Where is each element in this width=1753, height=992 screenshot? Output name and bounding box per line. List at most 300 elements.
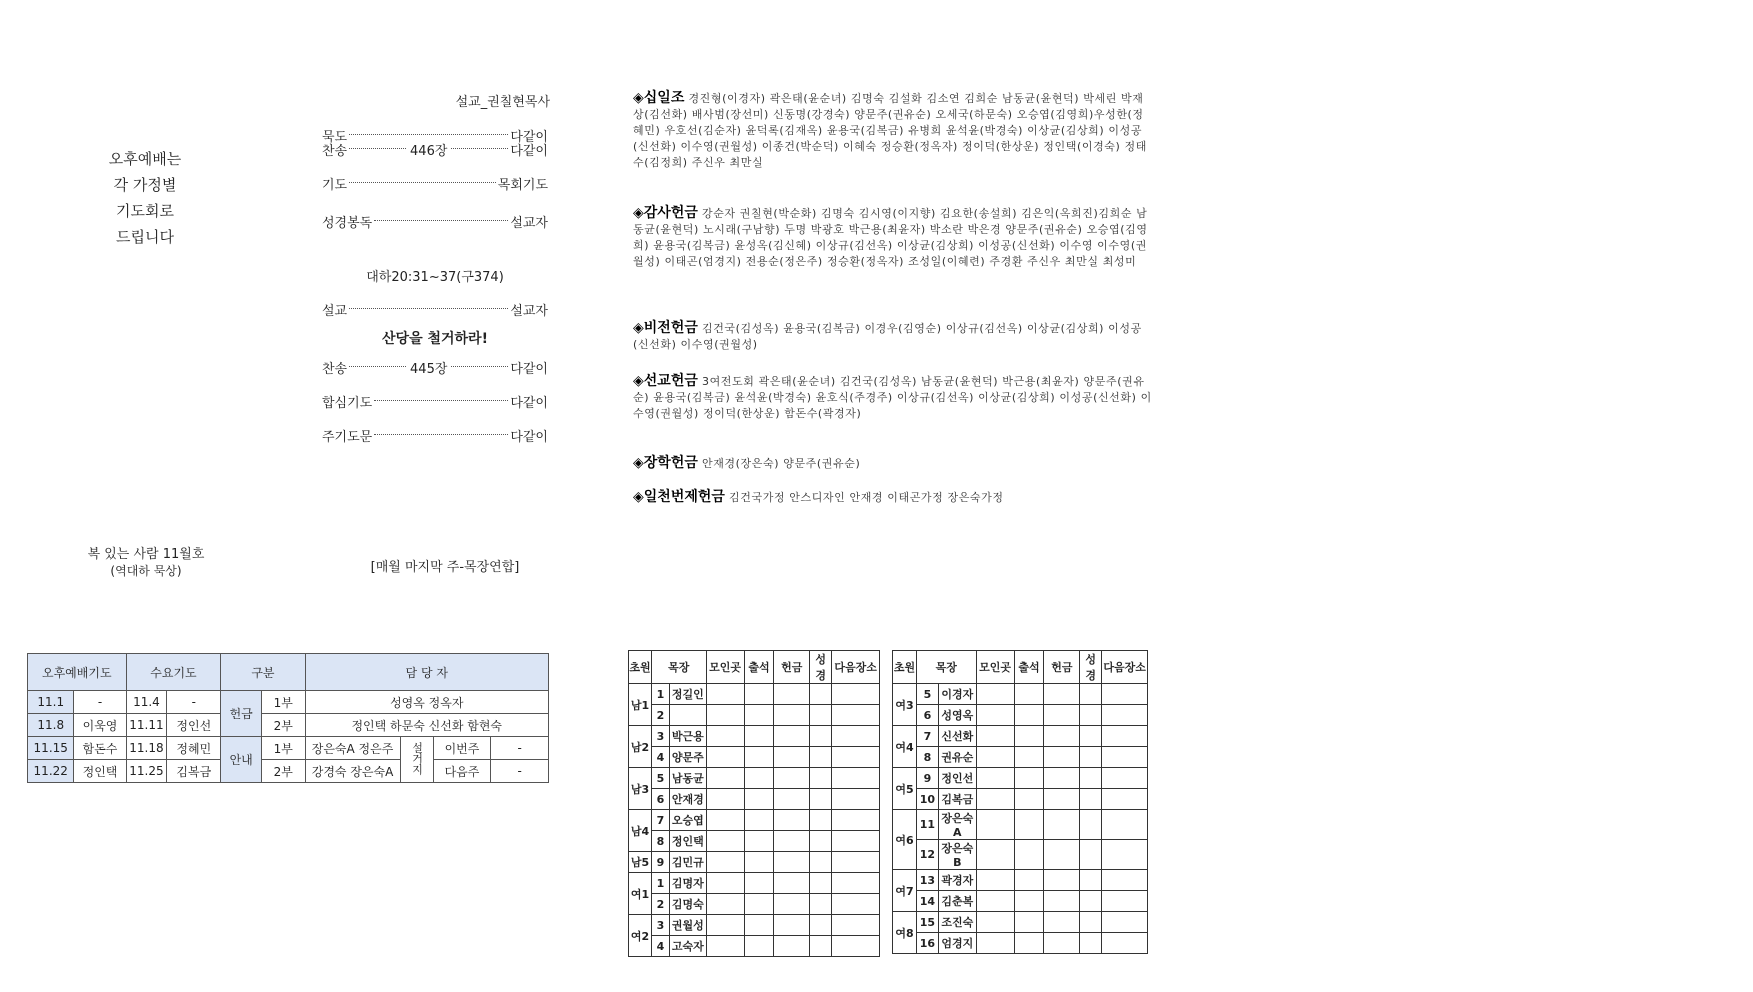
table-row [893,840,1148,870]
blank-entry-cell[interactable] [976,684,1014,705]
blank-entry-cell[interactable] [706,705,744,726]
cell-number: 5 [916,684,938,705]
group-label: 남5 [629,852,652,873]
group-label: 여8 [893,912,917,954]
blank-entry-cell[interactable] [976,840,1014,870]
offering-category: ◈비전헌금 [633,320,698,336]
blank-entry-cell[interactable] [706,936,744,957]
dot-leader [349,365,406,367]
note-line: 각 가정별 [113,176,177,194]
blank-entry-cell[interactable] [1014,870,1044,891]
cell-number: 7 [651,810,669,831]
cell-leader-name: 남동균 [669,768,706,789]
cell-number: 8 [651,831,669,852]
blank-entry-cell[interactable] [976,747,1014,768]
order-item-leader: 다같이 [510,430,548,445]
cell-leader-name: 이경자 [938,684,976,705]
header-evening-prayer: 오후예배기도 [28,654,127,691]
newsletter-title [60,546,232,580]
offering-category: ◈십일조 [633,90,685,106]
attendance-header: 헌금 [774,651,810,684]
offering-part2-names: 정인택 하문숙 신선화 함현숙 [305,714,549,737]
offering-block [633,205,1153,270]
note-line: 드립니다 [116,228,174,246]
blank-entry-cell[interactable] [706,852,744,873]
order-item-label: 기도 [322,178,348,193]
order-item-label: 주기도문 [322,430,373,445]
blank-entry-cell[interactable] [744,768,774,789]
blank-entry-cell[interactable] [1044,768,1080,789]
group-label: 남4 [629,810,652,852]
table-row [629,936,880,957]
blank-entry-cell[interactable] [1102,810,1148,840]
blank-entry-cell[interactable] [832,705,880,726]
blank-entry-cell[interactable] [744,789,774,810]
blank-entry-cell[interactable] [810,789,832,810]
blank-entry-cell[interactable] [744,915,774,936]
offering-names: 안재경(장은숙) 양문주(권유순) [701,457,861,470]
blank-entry-cell[interactable] [976,891,1014,912]
dot-leader [349,181,496,183]
attendance-header: 성경 [810,651,832,684]
blank-entry-cell[interactable] [832,726,880,747]
blank-entry-cell[interactable] [832,936,880,957]
blank-entry-cell[interactable] [1080,768,1102,789]
blank-entry-cell[interactable] [774,747,810,768]
offering-block [633,373,1153,422]
sermon-title: 산당을 철거하라! [382,331,488,347]
blank-entry-cell[interactable] [976,705,1014,726]
offering-names: 경진형(이경자) 곽은태(윤순녀) 김명숙 김설화 김소연 김희순 남동균(윤현덕) 박세린 박재상(김선화) 배사범(장선미) 신동명(강경숙) 양문주(권유순) 오세국(하문숙) 오승엽(김영희)우성한(정혜민) 우호선(김순자) 윤덕록(김재옥) 윤용국(김복금) 유병희 윤석윤(박경숙) 이상균(김상희) 이성공(신선화) 이수영(권월성) 이종건(박순덕) 이혜숙 정승환(정옥자) 정이덕(한상운) 정인택(이경숙) 정태수(김정희) 주신우 최만실 [633,92,1147,169]
hymn-number: 445장 [410,362,448,377]
blank-entry-cell[interactable] [1044,747,1080,768]
blank-entry-cell[interactable] [832,894,880,915]
blank-entry-cell[interactable] [1044,684,1080,705]
offering-names: 강순자 권칠현(박순화) 김명숙 김시영(이지향) 김요한(송설희) 김은익(옥희진)김희순 남동균(윤현덕) 노시래(구남향) 두명 박광호 박근용(최윤자) 박소란 박은경 양문주(권유순) 오승엽(김영희) 윤용국(김복금) 윤성옥(김신혜) 이상규(김선옥) 이상균(김상희) 이성공(신선화) 이수영 이수영(권월성) 이태곤(엄경지) 전용순(정은주) 정승환(정옥자) 조성일(이혜련) 주경환 주신우 최만실 최성미 [633,207,1148,268]
order-item-label: 설교 [322,304,348,319]
service-order-row [322,392,548,411]
blank-entry-cell[interactable] [774,936,810,957]
blank-entry-cell[interactable] [1102,726,1148,747]
date-cell: 11.11 [126,714,167,737]
service-order-row [322,140,548,159]
blank-entry-cell[interactable] [1044,912,1080,933]
blank-entry-cell[interactable] [1044,810,1080,840]
cell-leader-name: 장은숙B [938,840,976,870]
attendance-header: 성경 [1080,651,1102,684]
blank-entry-cell[interactable] [1080,726,1102,747]
table-row [893,810,1148,840]
blank-entry-cell[interactable] [1102,891,1148,912]
hymn-number: 446장 [410,144,448,159]
blank-entry-cell[interactable] [774,873,810,894]
blank-entry-cell[interactable] [706,789,744,810]
cell-number: 14 [916,891,938,912]
cell-leader-name: 엄경지 [938,933,976,954]
blank-entry-cell[interactable] [1080,810,1102,840]
cell-leader-name: 양문주 [669,747,706,768]
blank-entry-cell[interactable] [832,852,880,873]
blank-entry-cell[interactable] [976,912,1014,933]
blank-entry-cell[interactable] [832,873,880,894]
blank-entry-cell[interactable] [706,894,744,915]
date-cell: 11.8 [28,714,74,737]
blank-entry-cell[interactable] [706,726,744,747]
date-cell: 11.22 [28,760,74,783]
blank-entry-cell[interactable] [832,684,880,705]
blank-entry-cell[interactable] [1044,726,1080,747]
blank-entry-cell[interactable] [810,873,832,894]
blank-entry-cell[interactable] [1080,840,1102,870]
blank-entry-cell[interactable] [774,831,810,852]
cell-number: 9 [651,852,669,873]
blank-entry-cell[interactable] [706,831,744,852]
blank-entry-cell[interactable] [706,747,744,768]
service-order-row [322,426,548,445]
blank-entry-cell[interactable] [810,768,832,789]
cell-leader-name: 권유순 [938,747,976,768]
cell-leader-name: 김명숙 [669,894,706,915]
attendance-header: 모인곳 [706,651,744,684]
order-item-label: 묵도 [322,130,348,145]
newsletter-name: 복 있는 사람 11월호 [87,547,205,562]
blank-entry-cell[interactable] [1102,933,1148,954]
group-label: 남1 [629,684,652,726]
cell-leader-name: 김민규 [669,852,706,873]
table-row [629,831,880,852]
group-label: 여6 [893,810,917,870]
blank-entry-cell[interactable] [1014,705,1044,726]
blank-entry-cell[interactable] [1014,726,1044,747]
blank-entry-cell[interactable] [1044,870,1080,891]
table-row [893,768,1148,789]
blank-entry-cell[interactable] [774,705,810,726]
blank-entry-cell[interactable] [1102,840,1148,870]
offering-part1-names: 성영옥 정옥자 [305,691,549,714]
blank-entry-cell[interactable] [832,810,880,831]
part-label: 1부 [261,737,305,760]
cell-number: 15 [916,912,938,933]
header-category: 구분 [221,654,305,691]
name-cell: 정인택 [74,760,126,783]
blank-entry-cell[interactable] [706,768,744,789]
offering-block [633,320,1153,353]
cell-number: 1 [651,684,669,705]
dot-leader [374,433,508,435]
table-row [629,705,880,726]
blank-entry-cell[interactable] [1044,891,1080,912]
blank-entry-cell[interactable] [810,726,832,747]
attendance-table-right [892,650,1148,954]
attendance-header: 출석 [1014,651,1044,684]
table-row [893,870,1148,891]
attendance-header: 초원 [893,651,917,684]
cell-leader-name: 오승엽 [669,810,706,831]
cell-leader-name: 고숙자 [669,936,706,957]
table-row [629,747,880,768]
table-row [629,873,880,894]
cell-number: 4 [651,936,669,957]
service-order-row [322,358,548,377]
blank-entry-cell[interactable] [1014,933,1044,954]
blank-entry-cell[interactable] [1044,705,1080,726]
table-row [28,760,549,783]
cell-leader-name: 권월성 [669,915,706,936]
table-row [28,737,549,760]
header-person-in-charge: 담 당 자 [305,654,549,691]
cell-number: 9 [916,768,938,789]
blank-entry-cell[interactable] [810,831,832,852]
blank-entry-cell[interactable] [832,747,880,768]
table-row [629,852,880,873]
guide-label: 안내 [221,737,262,783]
cell-leader-name: 박근용 [669,726,706,747]
name-cell: 정혜민 [167,737,221,760]
cell-leader-name: 신선화 [938,726,976,747]
blank-entry-cell[interactable] [976,768,1014,789]
cell-number: 1 [651,873,669,894]
blank-entry-cell[interactable] [706,684,744,705]
attendance-header: 다음장소 [1102,651,1148,684]
cell-number: 2 [651,705,669,726]
cell-leader-name: 조진숙 [938,912,976,933]
table-row [629,684,880,705]
blank-entry-cell[interactable] [744,936,774,957]
table-row [893,747,1148,768]
blank-entry-cell[interactable] [976,933,1014,954]
group-label: 여1 [629,873,652,915]
blank-entry-cell[interactable] [1080,705,1102,726]
blank-entry-cell[interactable] [1080,870,1102,891]
table-row [629,810,880,831]
order-item-label: 성경봉독 [322,216,373,231]
cell-number: 6 [916,705,938,726]
note-line: 오후예배는 [108,150,182,168]
blank-entry-cell[interactable] [744,726,774,747]
order-item-leader: 다같이 [510,144,548,159]
blank-entry-cell[interactable] [810,810,832,831]
offering-names: 3여전도회 곽은태(윤순녀) 김건국(김성옥) 남동균(윤현덕) 박근용(최윤자) 양문주(권유순) 윤용국(김복금) 윤석윤(박경숙) 윤호식(주경주) 이상규(김선옥) 이상균(김상희) 이성공(신선화) 이수영(권월성) 정이덕(한상운) 함돈수(곽경자) [633,375,1152,420]
blank-entry-cell[interactable] [774,894,810,915]
attendance-header: 다음장소 [832,651,880,684]
blank-entry-cell[interactable] [1014,912,1044,933]
guide-part2-names: 강경숙 장은숙A [305,760,400,783]
name-cell: 이욱영 [74,714,126,737]
blank-entry-cell[interactable] [1044,789,1080,810]
blank-entry-cell[interactable] [810,684,832,705]
blank-entry-cell[interactable] [1044,933,1080,954]
blank-entry-cell[interactable] [744,852,774,873]
blank-entry-cell[interactable] [976,726,1014,747]
blank-entry-cell[interactable] [774,852,810,873]
offering-category: ◈선교헌금 [633,373,698,389]
cell-number: 16 [916,933,938,954]
cell-number: 13 [916,870,938,891]
cell-number: 10 [916,789,938,810]
blank-entry-cell[interactable] [1080,933,1102,954]
table-row [629,894,880,915]
blank-entry-cell[interactable] [744,894,774,915]
blank-entry-cell[interactable] [1102,684,1148,705]
offering-block [633,90,1153,171]
blank-entry-cell[interactable] [706,873,744,894]
cell-leader-name: 정길인 [669,684,706,705]
blank-entry-cell[interactable] [744,810,774,831]
blank-entry-cell[interactable] [1014,768,1044,789]
blank-entry-cell[interactable] [810,747,832,768]
blank-entry-cell[interactable] [1102,747,1148,768]
blank-entry-cell[interactable] [744,747,774,768]
blank-entry-cell[interactable] [744,831,774,852]
attendance-header: 출석 [744,651,774,684]
guide-part1-names: 장은숙A 정은주 [305,737,400,760]
blank-entry-cell[interactable] [976,789,1014,810]
group-label: 여7 [893,870,917,912]
blank-entry-cell[interactable] [706,810,744,831]
cell-number: 6 [651,789,669,810]
blank-entry-cell[interactable] [706,915,744,936]
blank-entry-cell[interactable] [774,789,810,810]
order-item-label: 찬송 [322,144,348,159]
blank-entry-cell[interactable] [832,915,880,936]
monthly-note: [매월 마지막 주-목장연합] [370,560,520,575]
blank-entry-cell[interactable] [1080,684,1102,705]
blank-entry-cell[interactable] [774,768,810,789]
blank-entry-cell[interactable] [1014,789,1044,810]
header-wednesday-prayer: 수요기도 [126,654,221,691]
cell-number: 8 [916,747,938,768]
offering-block [633,489,1153,506]
cleanup-this-week-value: - [491,737,549,760]
table-row [893,891,1148,912]
dot-leader [349,147,406,149]
table-row [629,915,880,936]
part-label: 2부 [261,760,305,783]
order-item-label: 찬송 [322,362,348,377]
offering-label: 헌금 [221,691,262,737]
blank-entry-cell[interactable] [810,705,832,726]
group-label: 여4 [893,726,917,768]
order-item-leader: 다같이 [510,130,548,145]
cell-number: 11 [916,810,938,840]
name-cell: - [167,691,221,714]
blank-entry-cell[interactable] [774,726,810,747]
blank-entry-cell[interactable] [1080,912,1102,933]
blank-entry-cell[interactable] [976,870,1014,891]
blank-entry-cell[interactable] [810,894,832,915]
cell-leader-name [669,705,706,726]
dot-leader [451,365,508,367]
table-row [28,691,549,714]
cell-number: 5 [651,768,669,789]
blank-entry-cell[interactable] [1080,747,1102,768]
table-row [893,912,1148,933]
table-row [629,768,880,789]
blank-entry-cell[interactable] [774,915,810,936]
blank-entry-cell[interactable] [1080,891,1102,912]
blank-entry-cell[interactable] [1102,789,1148,810]
blank-entry-cell[interactable] [1102,912,1148,933]
newsletter-subtitle: (역대하 묵상) [110,564,182,578]
blank-entry-cell[interactable] [1014,810,1044,840]
blank-entry-cell[interactable] [810,852,832,873]
attendance-header: 초원 [629,651,652,684]
cell-leader-name: 안재경 [669,789,706,810]
cell-leader-name: 김춘복 [938,891,976,912]
offering-category: ◈장학헌금 [633,455,698,471]
service-order-row [322,300,548,319]
blank-entry-cell[interactable] [1014,891,1044,912]
name-cell: 김복금 [167,760,221,783]
group-label: 여2 [629,915,652,957]
service-order-row [322,174,548,193]
dot-leader [349,133,508,135]
blank-entry-cell[interactable] [744,684,774,705]
group-label: 여5 [893,768,917,810]
name-cell: 정인선 [167,714,221,737]
blank-entry-cell[interactable] [1102,768,1148,789]
table-row [893,726,1148,747]
blank-entry-cell[interactable] [1080,789,1102,810]
table-row [893,684,1148,705]
cleanup-this-week: 이번주 [433,737,491,760]
blank-entry-cell[interactable] [774,810,810,831]
blank-entry-cell[interactable] [744,705,774,726]
offering-names: 김건국가정 안스디자인 안재경 이태곤가정 장은숙가정 [729,491,1004,504]
order-item-label: 합심기도 [322,396,373,411]
group-label: 여3 [893,684,917,726]
cell-number: 7 [916,726,938,747]
blank-entry-cell[interactable] [810,915,832,936]
cell-number: 12 [916,840,938,870]
name-cell: 함돈수 [74,737,126,760]
date-cell: 11.25 [126,760,167,783]
blank-entry-cell[interactable] [744,873,774,894]
cell-leader-name: 정인택 [669,831,706,852]
blank-entry-cell[interactable] [1102,870,1148,891]
duty-table [27,653,549,783]
blank-entry-cell[interactable] [1014,747,1044,768]
cleanup-next-week: 다음주 [433,760,491,783]
part-label: 1부 [261,691,305,714]
blank-entry-cell[interactable] [832,789,880,810]
cell-leader-name: 정인선 [938,768,976,789]
blank-entry-cell[interactable] [1102,705,1148,726]
table-row [629,726,880,747]
blank-entry-cell[interactable] [1014,684,1044,705]
blank-entry-cell[interactable] [832,768,880,789]
group-label: 남3 [629,768,652,810]
table-row [28,714,549,737]
offering-category: ◈일천번제헌금 [633,489,725,505]
blank-entry-cell[interactable] [832,831,880,852]
attendance-header: 목장 [916,651,976,684]
cleanup-label-text: 설거지 [410,741,424,775]
scripture-reference: 대하20:31~37(구374) [366,270,504,285]
dot-leader [349,307,508,309]
blank-entry-cell[interactable] [1044,840,1080,870]
name-cell: - [74,691,126,714]
table-row [893,933,1148,954]
table-row [893,705,1148,726]
blank-entry-cell[interactable] [976,810,1014,840]
cell-leader-name: 성영옥 [938,705,976,726]
cleanup-next-week-value: - [491,760,549,783]
blank-entry-cell[interactable] [774,684,810,705]
blank-entry-cell[interactable] [1014,840,1044,870]
blank-entry-cell[interactable] [810,936,832,957]
attendance-table-left [628,650,880,957]
